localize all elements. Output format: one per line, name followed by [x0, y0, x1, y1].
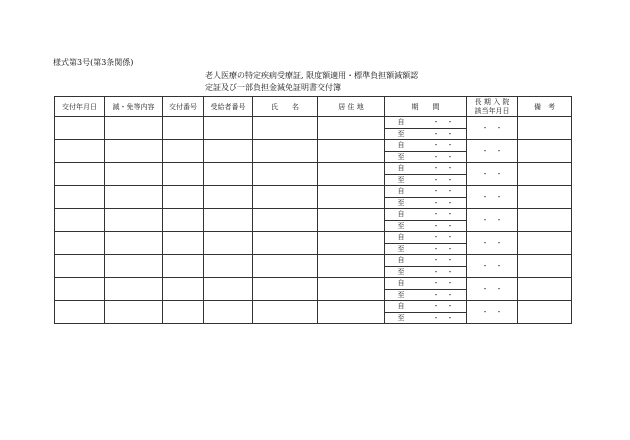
- period-from-dots: ・ ・: [432, 210, 454, 219]
- hospital-date-dots: ・ ・: [481, 193, 503, 201]
- period-from-dots: ・ ・: [432, 256, 454, 265]
- cell-recipient-number[interactable]: [204, 209, 253, 232]
- cell-period-from[interactable]: [385, 278, 467, 290]
- cell-name[interactable]: [253, 301, 318, 324]
- period-from-dots: ・ ・: [432, 141, 454, 150]
- period-to-dots: ・ ・: [432, 175, 454, 184]
- cell-issue-date[interactable]: [55, 186, 105, 209]
- cell-name[interactable]: [253, 232, 318, 255]
- cell-issue-date[interactable]: [55, 301, 105, 324]
- period-from-dots: ・ ・: [432, 164, 454, 173]
- cell-period-to[interactable]: [385, 243, 467, 255]
- cell-issue-date[interactable]: [55, 232, 105, 255]
- cell-name[interactable]: [253, 209, 318, 232]
- cell-reduction-content[interactable]: [105, 186, 163, 209]
- cell-address[interactable]: [318, 186, 385, 209]
- hospital-date-dots: ・ ・: [481, 216, 503, 224]
- cell-reduction-content[interactable]: [105, 163, 163, 186]
- hospital-date-dots: ・ ・: [481, 285, 503, 293]
- cell-period-from[interactable]: [385, 255, 467, 267]
- header-period: 期 間: [385, 97, 467, 117]
- period-to-label: 至: [397, 152, 405, 161]
- cell-recipient-number[interactable]: [204, 140, 253, 163]
- cell-issue-number[interactable]: [163, 255, 204, 278]
- cell-period-from[interactable]: [385, 209, 467, 221]
- period-to-label: 至: [397, 129, 405, 138]
- cell-reduction-content[interactable]: [105, 255, 163, 278]
- cell-issue-date[interactable]: [55, 140, 105, 163]
- cell-recipient-number[interactable]: [204, 186, 253, 209]
- header-row: [55, 97, 572, 117]
- cell-hospital-date[interactable]: [467, 278, 518, 301]
- header-reduction-content: 減・免等内容: [105, 97, 163, 117]
- hospital-date-dots: ・ ・: [481, 239, 503, 247]
- period-from-dots: ・ ・: [432, 302, 454, 311]
- period-from-label: 自: [397, 164, 405, 173]
- title-line-2: 定証及び一部負担金減免証明書交付簿: [205, 83, 341, 92]
- table-row: [55, 209, 572, 221]
- cell-issue-number[interactable]: [163, 186, 204, 209]
- table-row: [55, 301, 572, 313]
- cell-period-from[interactable]: [385, 232, 467, 244]
- cell-reduction-content[interactable]: [105, 232, 163, 255]
- cell-address[interactable]: [318, 278, 385, 301]
- table-row: [55, 140, 572, 152]
- cell-issue-number[interactable]: [163, 301, 204, 324]
- cell-name[interactable]: [253, 255, 318, 278]
- period-to-label: 至: [397, 290, 405, 299]
- cell-reduction-content[interactable]: [105, 140, 163, 163]
- cell-remarks[interactable]: [518, 117, 572, 140]
- cell-remarks[interactable]: [518, 163, 572, 186]
- period-to-dots: ・ ・: [432, 313, 454, 322]
- cell-issue-date[interactable]: [55, 117, 105, 140]
- cell-period-to[interactable]: [385, 151, 467, 163]
- header-recipient-number: 受給者番号: [204, 97, 253, 117]
- cell-recipient-number[interactable]: [204, 163, 253, 186]
- cell-issue-number[interactable]: [163, 140, 204, 163]
- period-to-dots: ・ ・: [432, 290, 454, 299]
- cell-recipient-number[interactable]: [204, 255, 253, 278]
- period-from-dots: ・ ・: [432, 187, 454, 196]
- cell-remarks[interactable]: [518, 209, 572, 232]
- cell-name[interactable]: [253, 186, 318, 209]
- cell-address[interactable]: [318, 232, 385, 255]
- period-to-label: 至: [397, 198, 405, 207]
- period-from-dots: ・ ・: [432, 279, 454, 288]
- cell-period-from[interactable]: [385, 163, 467, 175]
- cell-issue-number[interactable]: [163, 278, 204, 301]
- period-from-label: 自: [397, 233, 405, 242]
- cell-period-from[interactable]: [385, 186, 467, 198]
- cell-period-to[interactable]: [385, 266, 467, 278]
- cell-period-to[interactable]: [385, 128, 467, 140]
- period-to-dots: ・ ・: [432, 129, 454, 138]
- cell-issue-date[interactable]: [55, 278, 105, 301]
- cell-recipient-number[interactable]: [204, 301, 253, 324]
- header-name: 氏 名: [253, 97, 318, 117]
- period-to-dots: ・ ・: [432, 221, 454, 230]
- cell-reduction-content[interactable]: [105, 209, 163, 232]
- cell-reduction-content[interactable]: [105, 278, 163, 301]
- cell-hospital-date[interactable]: [467, 301, 518, 324]
- hospital-date-dots: ・ ・: [481, 147, 503, 155]
- period-to-dots: ・ ・: [432, 244, 454, 253]
- cell-period-to[interactable]: [385, 197, 467, 209]
- cell-hospital-date[interactable]: [467, 117, 518, 140]
- cell-period-from[interactable]: [385, 117, 467, 129]
- period-to-label: 至: [397, 175, 405, 184]
- cell-period-to[interactable]: [385, 174, 467, 186]
- cell-remarks[interactable]: [518, 140, 572, 163]
- cell-address[interactable]: [318, 117, 385, 140]
- cell-name[interactable]: [253, 278, 318, 301]
- form-number: 様式第3号(第3条関係): [53, 58, 134, 67]
- cell-remarks[interactable]: [518, 301, 572, 324]
- header-remarks: 備 考: [518, 97, 572, 117]
- cell-remarks[interactable]: [518, 255, 572, 278]
- header-issue-date: 交付年月日: [55, 97, 105, 117]
- header-long-term-hospitalization: [467, 97, 518, 117]
- table-row: [55, 186, 572, 198]
- period-from-label: 自: [397, 210, 405, 219]
- period-to-dots: ・ ・: [432, 152, 454, 161]
- cell-remarks[interactable]: [518, 232, 572, 255]
- period-to-label: 至: [397, 267, 405, 276]
- period-from-dots: ・ ・: [432, 233, 454, 242]
- period-to-label: 至: [397, 244, 405, 253]
- cell-reduction-content[interactable]: [105, 301, 163, 324]
- header-hospital-line-1: 長 期 入 院: [474, 97, 510, 106]
- cell-issue-number[interactable]: [163, 209, 204, 232]
- hospital-date-dots: ・ ・: [481, 262, 503, 270]
- cell-period-to[interactable]: [385, 289, 467, 301]
- period-from-label: 自: [397, 279, 405, 288]
- header-hospital-line-2: 該当年月日: [474, 106, 510, 115]
- period-from-label: 自: [397, 256, 405, 265]
- period-to-label: 至: [397, 221, 405, 230]
- period-to-dots: ・ ・: [432, 198, 454, 207]
- cell-hospital-date[interactable]: [467, 209, 518, 232]
- cell-remarks[interactable]: [518, 186, 572, 209]
- cell-recipient-number[interactable]: [204, 278, 253, 301]
- period-from-dots: ・ ・: [432, 118, 454, 127]
- cell-name[interactable]: [253, 163, 318, 186]
- cell-address[interactable]: [318, 163, 385, 186]
- cell-hospital-date[interactable]: [467, 163, 518, 186]
- cell-recipient-number[interactable]: [204, 117, 253, 140]
- issuance-ledger-table: [54, 96, 572, 324]
- cell-issue-number[interactable]: [163, 232, 204, 255]
- table-row: [55, 255, 572, 267]
- period-from-label: 自: [397, 302, 405, 311]
- document-title: [205, 70, 418, 94]
- cell-remarks[interactable]: [518, 278, 572, 301]
- cell-reduction-content[interactable]: [105, 117, 163, 140]
- cell-issue-number[interactable]: [163, 163, 204, 186]
- title-line-1: 老人医療の特定疾病受療証, 限度額適用・標準負担額減額認: [205, 71, 419, 80]
- cell-period-from[interactable]: [385, 140, 467, 152]
- cell-hospital-date[interactable]: [467, 186, 518, 209]
- cell-address[interactable]: [318, 255, 385, 278]
- period-to-label: 至: [397, 313, 405, 322]
- hospital-date-dots: ・ ・: [481, 170, 503, 178]
- period-to-dots: ・ ・: [432, 267, 454, 276]
- table-row: [55, 232, 572, 244]
- table-row: [55, 117, 572, 129]
- cell-period-to[interactable]: [385, 220, 467, 232]
- cell-period-to[interactable]: [385, 312, 467, 324]
- cell-hospital-date[interactable]: [467, 255, 518, 278]
- period-from-label: 自: [397, 187, 405, 196]
- period-from-label: 自: [397, 118, 405, 127]
- period-from-label: 自: [397, 141, 405, 150]
- cell-hospital-date[interactable]: [467, 140, 518, 163]
- header-address: 居 住 地: [318, 97, 385, 117]
- table-row: [55, 163, 572, 175]
- cell-address[interactable]: [318, 209, 385, 232]
- cell-issue-number[interactable]: [163, 117, 204, 140]
- cell-recipient-number[interactable]: [204, 232, 253, 255]
- cell-issue-date[interactable]: [55, 163, 105, 186]
- cell-issue-date[interactable]: [55, 209, 105, 232]
- cell-name[interactable]: [253, 117, 318, 140]
- table-row: [55, 278, 572, 290]
- cell-address[interactable]: [318, 140, 385, 163]
- hospital-date-dots: ・ ・: [481, 124, 503, 132]
- hospital-date-dots: ・ ・: [481, 308, 503, 316]
- cell-issue-date[interactable]: [55, 255, 105, 278]
- ledger-body: [55, 117, 572, 324]
- header-issue-number: 交付番号: [163, 97, 204, 117]
- cell-name[interactable]: [253, 140, 318, 163]
- cell-address[interactable]: [318, 301, 385, 324]
- cell-hospital-date[interactable]: [467, 232, 518, 255]
- cell-period-from[interactable]: [385, 301, 467, 313]
